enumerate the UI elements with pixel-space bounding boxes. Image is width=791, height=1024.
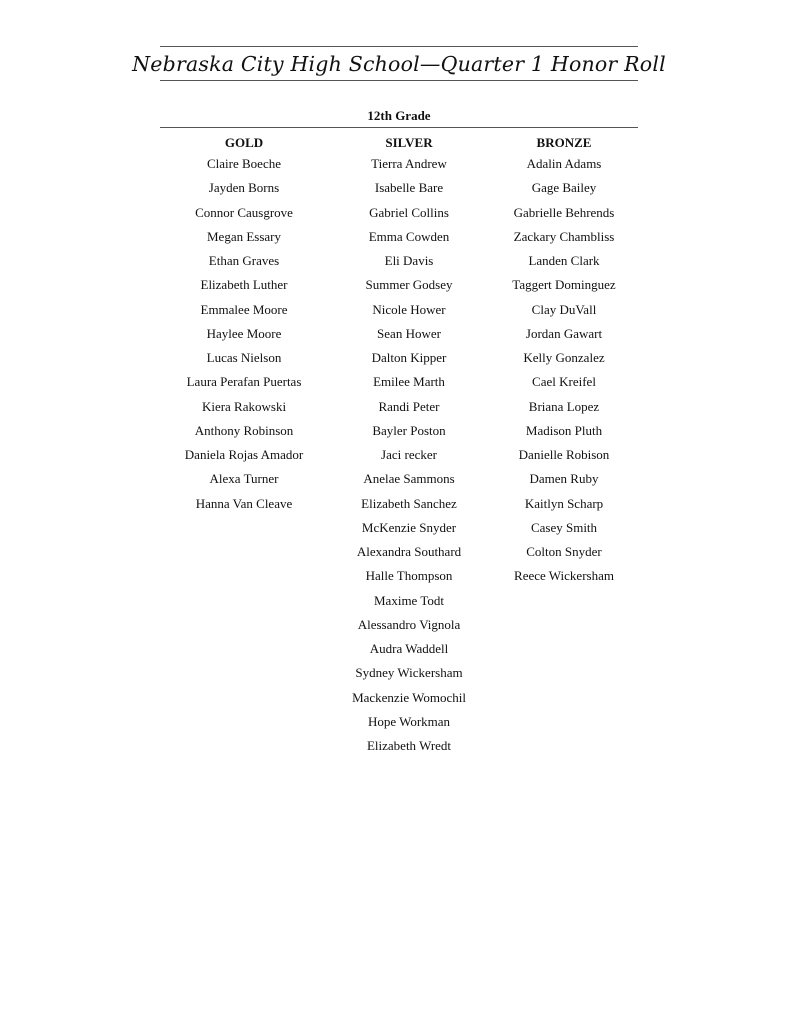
honor-roll-name: Dalton Kipper [371, 350, 447, 365]
honor-roll-name: Gage Bailey [531, 180, 597, 196]
honor-roll-name: Haylee Moore [206, 325, 282, 341]
honor-roll-name: Gabriel Collins [369, 204, 449, 220]
honor-roll-name: Briana Lopez [528, 398, 600, 414]
honor-roll-name: Jaci recker [381, 447, 437, 462]
grade-section-header [160, 107, 638, 128]
honor-roll-name: Audra Waddell [369, 641, 449, 656]
gold-column-heading: GOLD [224, 135, 264, 150]
honor-roll-name: Adalin Adams [526, 156, 602, 171]
honor-roll-name: Eli Davis [384, 253, 434, 268]
honor-roll-name: Halle Thompson [365, 568, 453, 584]
honor-roll-name: Lucas Nielson [206, 350, 282, 365]
title-block [132, 46, 666, 81]
honor-roll-name: Hanna Van Cleave [195, 495, 293, 511]
honor-roll-name: Landen Clark [528, 253, 600, 268]
honor-roll-name: Clay DuVall [531, 301, 597, 317]
honor-roll-name: Kelly Gonzalez [523, 350, 605, 365]
honor-roll-name: Laura Perafan Puertas [186, 374, 302, 390]
honor-roll-name: Summer Godsey [365, 277, 453, 293]
bronze-column [484, 128, 644, 605]
honor-roll-name: Emma Cowden [368, 228, 450, 244]
honor-roll-page [132, 46, 666, 768]
honor-roll-name: Kiera Rakowski [201, 398, 287, 414]
honor-roll-name: Ethan Graves [208, 253, 280, 268]
honor-roll-name: Bayler Poston [372, 422, 446, 438]
bronze-column-heading: BRONZE [536, 135, 592, 150]
silver-column-heading: SILVER [385, 135, 433, 150]
honor-roll-name: Emmalee Moore [200, 301, 288, 317]
honor-roll-name: Randi Peter [378, 398, 440, 414]
honor-roll-columns [160, 128, 638, 768]
grade-heading: 12th Grade [367, 108, 431, 123]
bronze-name-list [484, 152, 644, 589]
silver-name-list [329, 152, 489, 758]
honor-roll-name: Taggert Dominguez [512, 277, 616, 293]
honor-roll-name: Megan Essary [206, 228, 281, 244]
honor-roll-name: Isabelle Bare [374, 180, 444, 196]
honor-roll-name: Damen Ruby [529, 471, 599, 487]
honor-roll-name: Tierra Andrew [371, 156, 447, 171]
honor-roll-name: Gabrielle Behrends [513, 204, 615, 220]
honor-roll-name: Reece Wickersham [514, 568, 614, 584]
honor-roll-name: Anelae Sammons [363, 471, 455, 487]
honor-roll-name: Zackary Chambliss [513, 228, 615, 244]
honor-roll-name: Connor Causgrove [195, 204, 293, 220]
honor-roll-name: Emilee Marth [373, 374, 445, 390]
honor-roll-name: McKenzie Snyder [361, 519, 457, 535]
honor-roll-name: Kaitlyn Scharp [524, 495, 604, 511]
gold-column [164, 128, 324, 532]
honor-roll-name: Maxime Todt [374, 592, 444, 608]
page-title: Nebraska City High School—Quarter 1 Honor Roll [132, 51, 666, 76]
honor-roll-name: Alexandra Southard [356, 544, 462, 559]
silver-column [329, 128, 489, 774]
gold-name-list [164, 152, 324, 516]
honor-roll-name: Alexa Turner [209, 471, 279, 487]
honor-roll-name: Alessandro Vignola [357, 616, 461, 632]
honor-roll-name: Jayden Borns [208, 180, 280, 196]
honor-roll-name: Elizabeth Sanchez [361, 495, 457, 511]
honor-roll-name: Madison Pluth [525, 422, 603, 438]
honor-roll-name: Elizabeth Wredt [366, 738, 452, 753]
honor-roll-name: Hope Workman [367, 713, 451, 729]
honor-roll-name: Mackenzie Womochil [352, 689, 466, 705]
honor-roll-name: Sean Hower [377, 325, 441, 341]
honor-roll-name: Daniela Rojas Amador [184, 447, 304, 462]
honor-roll-name: Danielle Robison [518, 447, 610, 462]
honor-roll-name: Anthony Robinson [194, 422, 294, 438]
honor-roll-name: Sydney Wickersham [355, 665, 463, 681]
honor-roll-name: Claire Boeche [207, 156, 281, 171]
honor-roll-name: Elizabeth Luther [200, 277, 288, 293]
honor-roll-name: Casey Smith [530, 519, 598, 535]
honor-roll-name: Nicole Hower [372, 301, 446, 317]
honor-roll-name: Colton Snyder [526, 544, 602, 559]
honor-roll-name: Jordan Gawart [525, 325, 603, 341]
honor-roll-name: Cael Kreifel [532, 374, 596, 390]
